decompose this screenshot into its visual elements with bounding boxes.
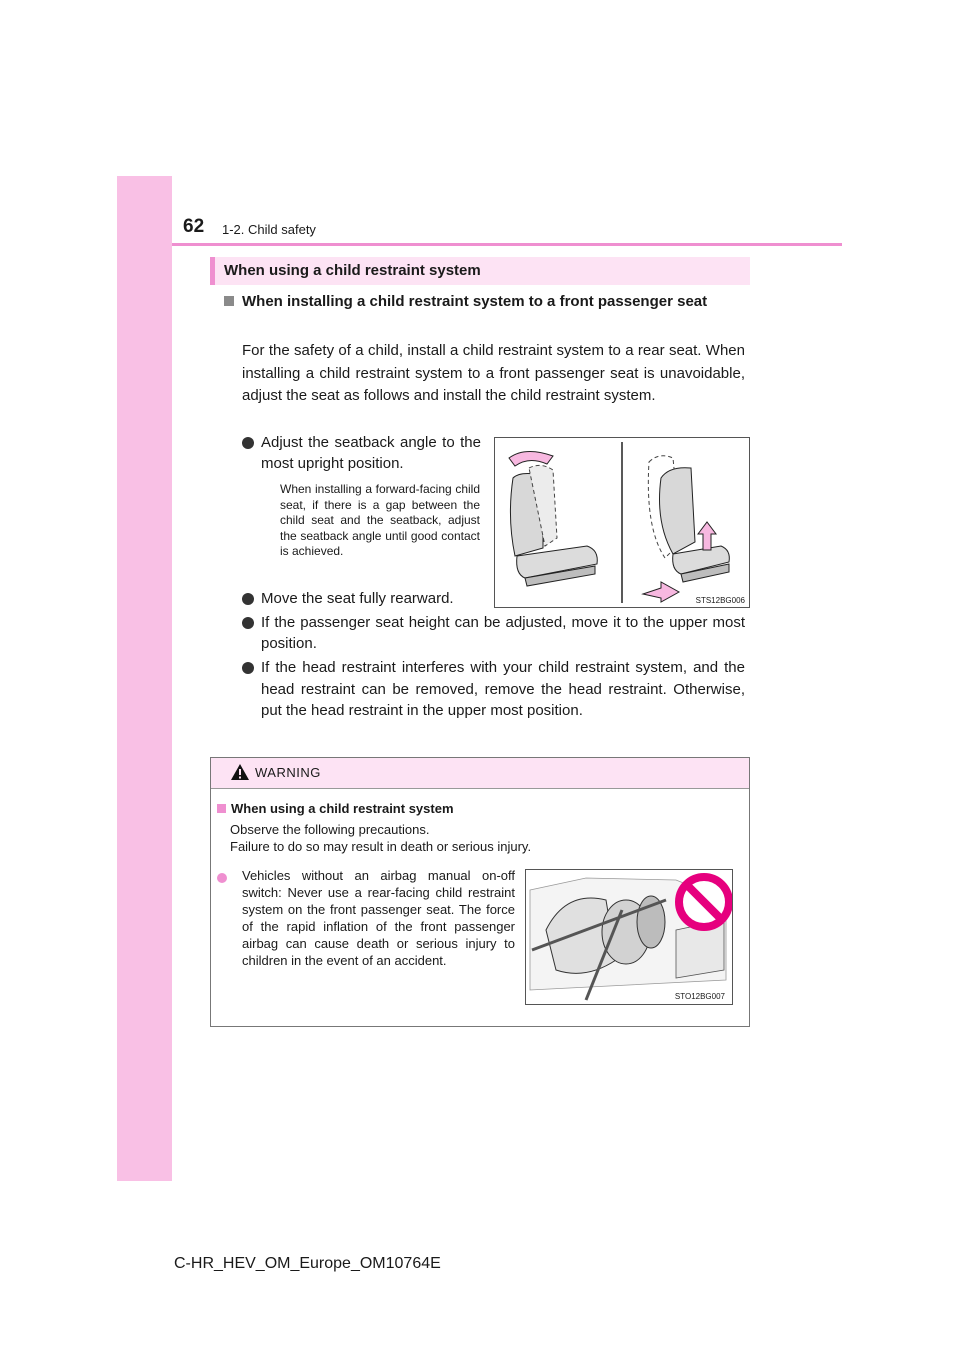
list-item-text: If the head restraint interferes with your child restraint system, and the head restraint can be removed, remove the head restraint. Otherwise, put the head restraint in the upper most position. xyxy=(261,659,745,719)
heading-accent xyxy=(210,257,215,285)
warning-line: Observe the following precautions. xyxy=(230,822,430,837)
warning-title: When using a child restraint system xyxy=(231,801,454,816)
seatback-note: When installing a forward-facing child seat, if there is a gap between the child seat and the seatback, adjust the seatback angle until good contact is achieved. xyxy=(280,482,480,559)
list-item-text: If the passenger seat height can be adjusted, move it to the upper most position. xyxy=(261,614,745,652)
seat-adjustment-figure xyxy=(494,437,750,608)
page-footer: C-HR_HEV_OM_Europe_OM10764E xyxy=(174,1255,441,1272)
square-bullet-icon xyxy=(224,296,234,306)
airbag-warning-figure xyxy=(525,869,733,1005)
header-rule xyxy=(172,243,842,246)
warning-bullet-text: Vehicles without an airbag manual on-off switch: Never use a rear-facing child restraint system on the front passenger seat. The force of the rapid inflation of the front passenger airbag can cause death or serious injury to children in the event of an accident. xyxy=(242,868,515,968)
bullet-dot-icon xyxy=(242,617,254,629)
figure-code: STS12BG006 xyxy=(695,596,745,605)
section-heading xyxy=(210,257,750,285)
bullet-dot-icon xyxy=(217,873,227,883)
warning-box xyxy=(210,757,750,1027)
figure-code: STO12BG007 xyxy=(674,992,725,1001)
warning-label: WARNING xyxy=(255,765,321,780)
warning-header xyxy=(211,758,749,789)
square-bullet-icon xyxy=(217,804,226,813)
bullet-dot-icon xyxy=(242,662,254,674)
intro-paragraph: For the safety of a child, install a child restraint system to a rear seat. When installing a child restraint system to a front passenger seat is unavoidable, adjust the seat as follows and install the child restraint system. xyxy=(242,342,745,405)
bullet-dot-icon xyxy=(242,593,254,605)
bullet-dot-icon xyxy=(242,437,254,449)
section-title: 1-2. Child safety xyxy=(222,222,316,237)
seat-illustration xyxy=(495,438,749,607)
warning-text xyxy=(230,821,531,855)
subsection-title: When installing a child restraint system to a front passenger seat xyxy=(242,293,708,310)
warning-line: Failure to do so may result in death or serious injury. xyxy=(230,839,532,854)
list-item-text: Adjust the seatback angle to the most upright position. xyxy=(261,434,481,472)
page-number: 62 xyxy=(183,216,205,237)
warning-triangle-icon xyxy=(230,763,250,781)
airbag-illustration xyxy=(526,870,732,1004)
side-tab xyxy=(117,176,172,1181)
list-item-text: Move the seat fully rearward. xyxy=(261,590,454,607)
section-heading-text: When using a child restraint system xyxy=(224,262,481,279)
